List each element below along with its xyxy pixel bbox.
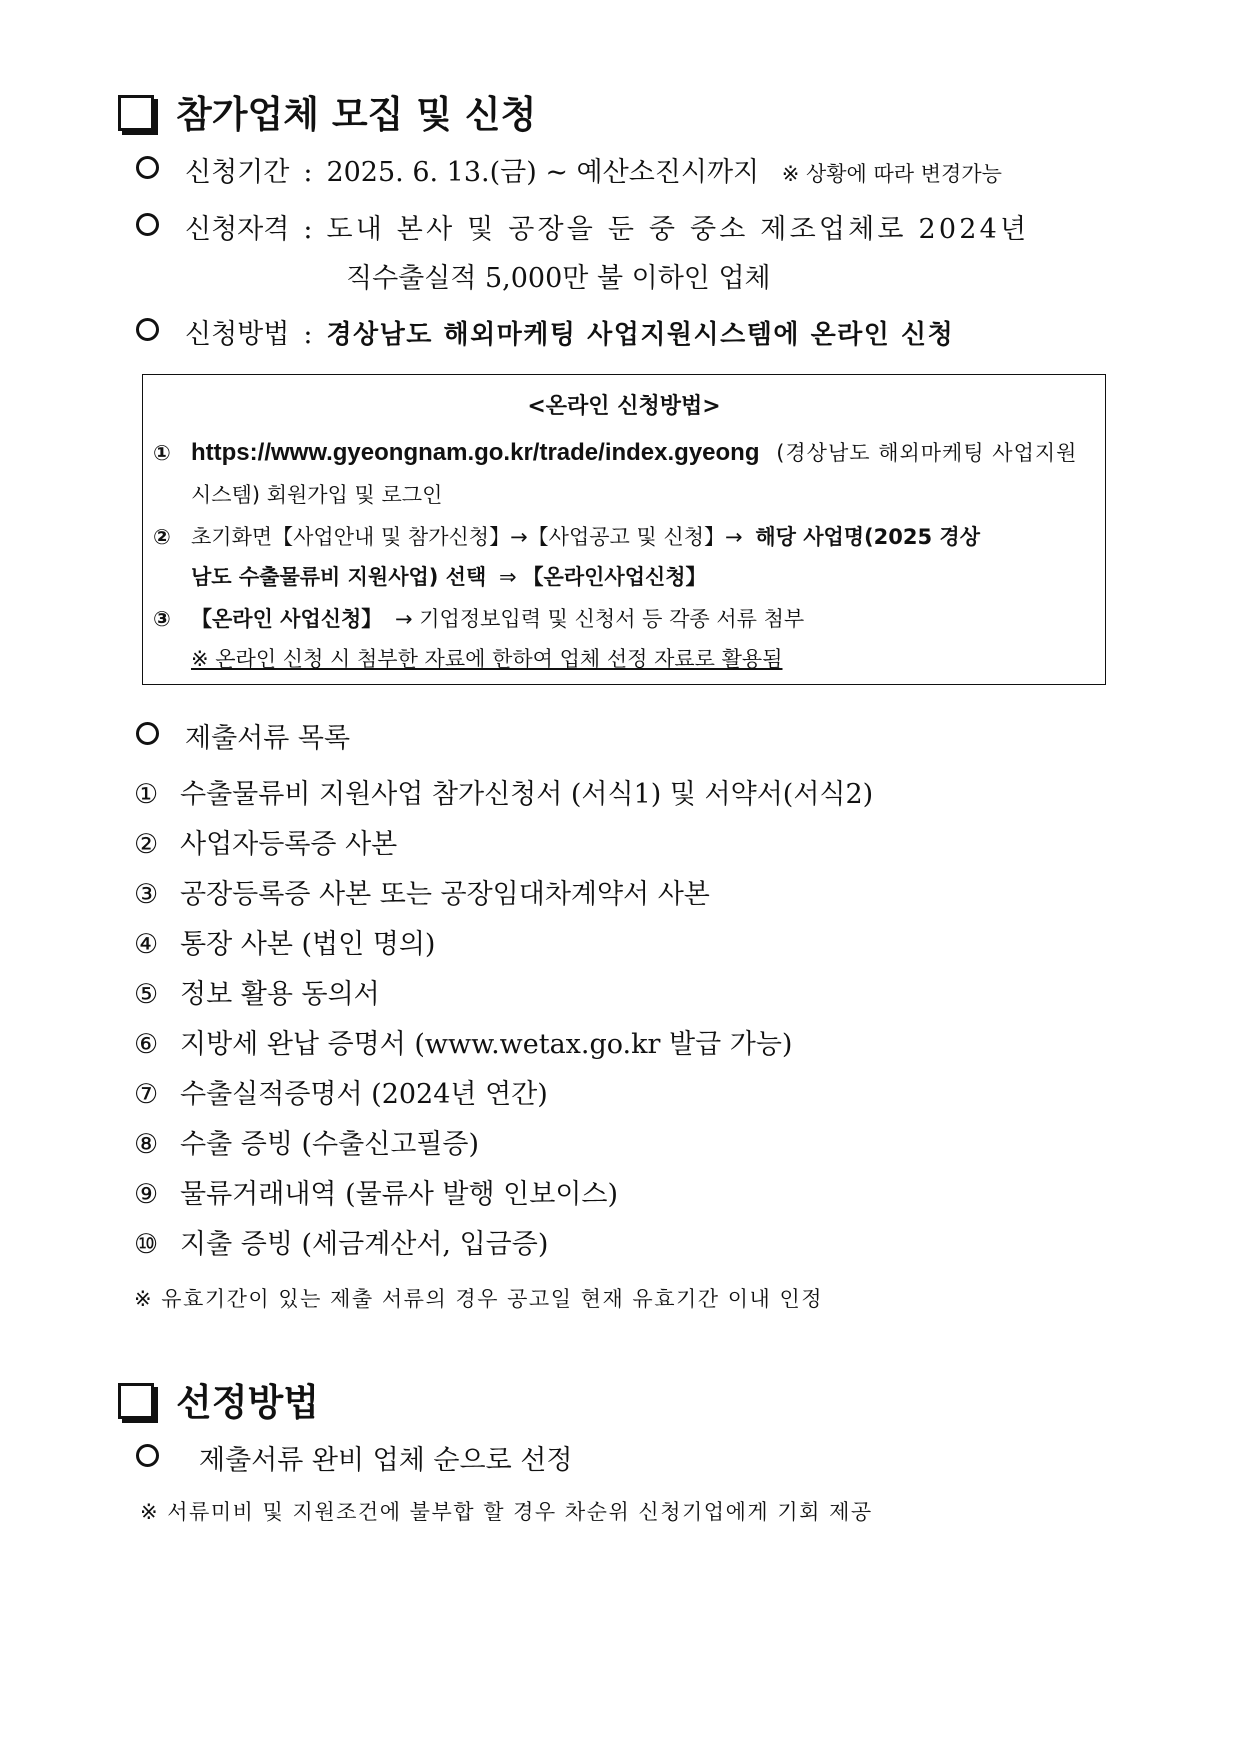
period-label: 신청기간 (185, 157, 290, 188)
document-item (134, 1172, 618, 1211)
online-box-title: <온라인 신청방법> (527, 394, 721, 419)
method-row (136, 312, 954, 351)
document-item (134, 822, 397, 861)
document-number: ⑩ (134, 1229, 159, 1260)
checkbox-square-icon (118, 95, 154, 131)
eligibility-row (136, 207, 1029, 246)
circle-bullet-icon (136, 318, 159, 341)
document-item (134, 872, 710, 911)
online-step-2-cont (153, 561, 1135, 591)
section-title-text: 참가업체 모집 및 신청 (176, 93, 537, 136)
document-number: ⑨ (134, 1179, 159, 1210)
document-text: 사업자등록증 사본 (180, 829, 398, 860)
period-sep: : (303, 157, 313, 188)
documents-validity-note: ※ 유효기간이 있는 제출 서류의 경우 공고일 현재 유효기간 이내 인정 (134, 1287, 824, 1311)
step2-arrow: ⇒ (498, 565, 517, 589)
document-text: 물류거래내역 (물류사 발행 인보이스) (180, 1179, 619, 1210)
document-number: ② (134, 829, 159, 860)
document-item (134, 1222, 548, 1261)
period-value: 2025. 6. 13.(금) ~ 예산소진시까지 (326, 157, 760, 188)
document-number: ⑤ (134, 979, 159, 1010)
selection-method-row (136, 1438, 572, 1477)
step1-text-a: (경상남도 해외마케팅 사업지원 (776, 441, 1078, 465)
eligibility-label: 신청자격 (185, 214, 290, 245)
document-number: ⑧ (134, 1129, 159, 1160)
document-item (134, 972, 380, 1011)
circle-bullet-icon (136, 722, 159, 745)
step2-bold-a: 해당 사업명(2025 경상 (755, 525, 980, 549)
step3-number: ③ (153, 607, 171, 631)
step1-number: ① (153, 441, 171, 465)
step2-bold-c: 【온라인사업신청】 (522, 565, 707, 589)
step1-url-link[interactable]: https://www.gyeongnam.go.kr/trade/index.gyeong (191, 439, 760, 466)
documents-heading-row (136, 716, 350, 755)
checkbox-square-icon (118, 1383, 154, 1419)
document-text: 정보 활용 동의서 (180, 979, 380, 1010)
document-number: ③ (134, 879, 159, 910)
method-value: 경상남도 해외마케팅 사업지원시스템에 온라인 신청 (326, 320, 955, 350)
circle-bullet-icon (136, 213, 159, 236)
section-title-text: 선정방법 (176, 1381, 319, 1424)
step2-bold-b: 남도 수출물류비 지원사업) 선택 (191, 565, 487, 589)
document-number: ① (134, 779, 159, 810)
period-note: ※ 상황에 따라 변경가능 (781, 162, 1002, 186)
step3-bold: 【온라인 사업신청】 (191, 607, 383, 631)
method-sep: : (303, 319, 313, 350)
circle-bullet-icon (136, 156, 159, 179)
document-item (134, 1072, 548, 1111)
selection-note: ※ 서류미비 및 지원조건에 불부합 할 경우 차순위 신청기업에게 기회 제공 (140, 1500, 873, 1524)
document-item (134, 1122, 479, 1161)
document-item (134, 922, 435, 961)
eligibility-line1: 도내 본사 및 공장을 둔 중 중소 제조업체로 2024년 (326, 214, 1030, 245)
document-item (134, 772, 873, 811)
document-text: 지방세 완납 증명서 (www.wetax.go.kr 발급 가능) (180, 1029, 793, 1060)
eligibility-sep: : (303, 214, 313, 245)
step3-note-line (153, 643, 1135, 673)
online-step-1 (153, 437, 1097, 467)
online-step-2 (153, 521, 1097, 551)
document-number: ⑥ (134, 1029, 159, 1060)
section-title-selection (118, 1372, 319, 1426)
step2-number: ② (153, 525, 171, 549)
document-text: 수출물류비 지원사업 참가신청서 (서식1) 및 서약서(서식2) (180, 779, 874, 810)
eligibility-line2: 직수출실적 5,000만 불 이하인 업체 (346, 263, 771, 294)
method-label: 신청방법 (185, 319, 290, 350)
document-text: 통장 사본 (법인 명의) (180, 929, 436, 960)
document-text: 수출 증빙 (수출신고필증) (180, 1129, 480, 1160)
documents-heading: 제출서류 목록 (185, 723, 351, 754)
step1-text-b: 시스템) 회원가입 및 로그인 (191, 483, 443, 507)
circle-bullet-icon (136, 1444, 159, 1467)
step2-text-a: 초기화면【사업안내 및 참가신청】→【사업공고 및 신청】→ (191, 525, 743, 549)
document-text: 수출실적증명서 (2024년 연간) (180, 1079, 548, 1110)
document-item (134, 1022, 792, 1061)
step3-note: ※ 온라인 신청 시 첨부한 자료에 한하여 업체 선정 자료로 활용됨 (191, 647, 783, 671)
document-number: ⑦ (134, 1079, 159, 1110)
selection-method-text: 제출서류 완비 업체 순으로 선정 (199, 1445, 573, 1476)
document-number: ④ (134, 929, 159, 960)
online-application-box (142, 374, 1106, 685)
document-text: 지출 증빙 (세금계산서, 입금증) (180, 1229, 549, 1260)
application-period-row (136, 150, 1002, 189)
online-step-3 (153, 603, 1097, 633)
section-title-recruitment (118, 84, 536, 138)
document-text: 공장등록증 사본 또는 공장임대차계약서 사본 (180, 879, 710, 910)
step3-text: → 기업정보입력 및 신청서 등 각종 서류 첨부 (395, 607, 805, 631)
